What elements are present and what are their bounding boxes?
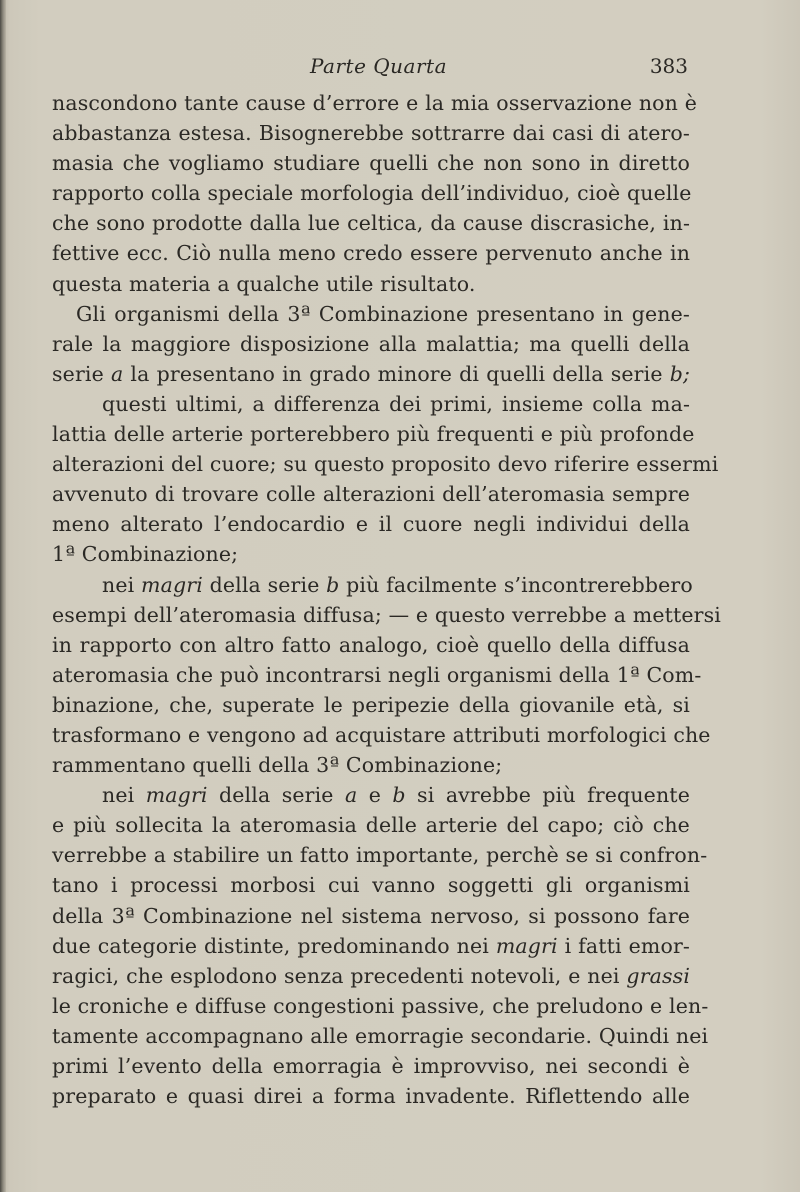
text-line: e più sollecita la ateromasia delle arterie del capo; ciò che [52, 813, 690, 838]
text-line: rapporto colla speciale morfologia dell’individuo, cioè quelle [52, 181, 692, 206]
text-line: questa materia a qualche utile risultato. [52, 271, 476, 296]
text-line: fettive ecc. Ciò nulla meno credo essere pervenuto anche in [52, 241, 691, 266]
text-line: ateromasia che può incontrarsi negli organismi della 1ª Com- [52, 662, 702, 687]
text-line: nei magri della serie a e b si avrebbe più frequente [102, 783, 690, 808]
book-spine-edge [0, 0, 6, 1192]
text-line: questi ultimi, a differenza dei primi, insieme colla ma- [102, 391, 691, 416]
text-line: rammentano quelli della 3ª Combinazione; [52, 753, 503, 778]
text-line: 1ª Combinazione; [52, 542, 239, 567]
text-line: verrebbe a stabilire un fatto importante, perchè se si confron- [52, 843, 708, 868]
text-line: tamente accompagnano alle emorragie secondarie. Quindi nei [52, 1023, 709, 1048]
text-line: nei magri della serie b più facilmente s’incontrerebbero [102, 572, 693, 597]
text-line: alterazioni del cuore; su questo proposito devo riferire essermi [52, 452, 719, 477]
text-line: trasformano e vengono ad acquistare attributi morfologici che [52, 722, 711, 747]
text-line: esempi dell’ateromasia diffusa; — e questo verrebbe a mettersi [52, 602, 722, 627]
text-line: in rapporto con altro fatto analogo, cioè quello della diffusa [52, 632, 690, 657]
text-line: preparato e quasi direi a forma invadente. Riflettendo alle [52, 1084, 691, 1109]
text-line: avvenuto di trovare colle alterazioni dell’ateromasia sempre [52, 482, 691, 507]
page-header [0, 50, 800, 80]
page-number: 383 [649, 54, 688, 78]
text-line: due categorie distinte, predominando nei magri i fatti emor- [52, 933, 690, 958]
text-line: tano i processi morbosi cui vanno soggetti gli organismi [52, 873, 691, 898]
body-text [52, 88, 722, 1111]
text-line: serie a la presentano in grado minore di quelli della serie b; [52, 361, 691, 386]
text-line: nascondono tante cause d’errore e la mia osservazione non è [52, 91, 697, 115]
running-title: Parte Quarta [310, 54, 447, 78]
text-line: abbastanza estesa. Bisognerebbe sottrarre dai casi di atero- [52, 121, 690, 146]
text-line: ragici, che esplodono senza precedenti notevoli, e nei grassi [52, 963, 691, 988]
text-line: rale la maggiore disposizione alla malattia; ma quelli della [52, 331, 691, 356]
text-line: Gli organismi della 3ª Combinazione presentano in gene- [76, 301, 690, 326]
text-line: binazione, che, superate le peripezie della giovanile età, si [52, 692, 690, 717]
text-line: le croniche e diffuse congestioni passive, che preludono e len- [52, 993, 709, 1018]
text-line: che sono prodotte dalla lue celtica, da cause discrasiche, in- [52, 211, 691, 236]
text-line: meno alterato l’endocardio e il cuore negli individui della [52, 512, 691, 537]
text-line: della 3ª Combinazione nel sistema nervoso, si possono fare [52, 903, 691, 928]
text-line: masia che vogliamo studiare quelli che non sono in diretto [52, 151, 691, 176]
text-line: lattia delle arterie porterebbero più frequenti e più profonde [52, 422, 695, 447]
text-line: primi l’evento della emorragia è improvviso, nei secondi è [52, 1054, 690, 1078]
